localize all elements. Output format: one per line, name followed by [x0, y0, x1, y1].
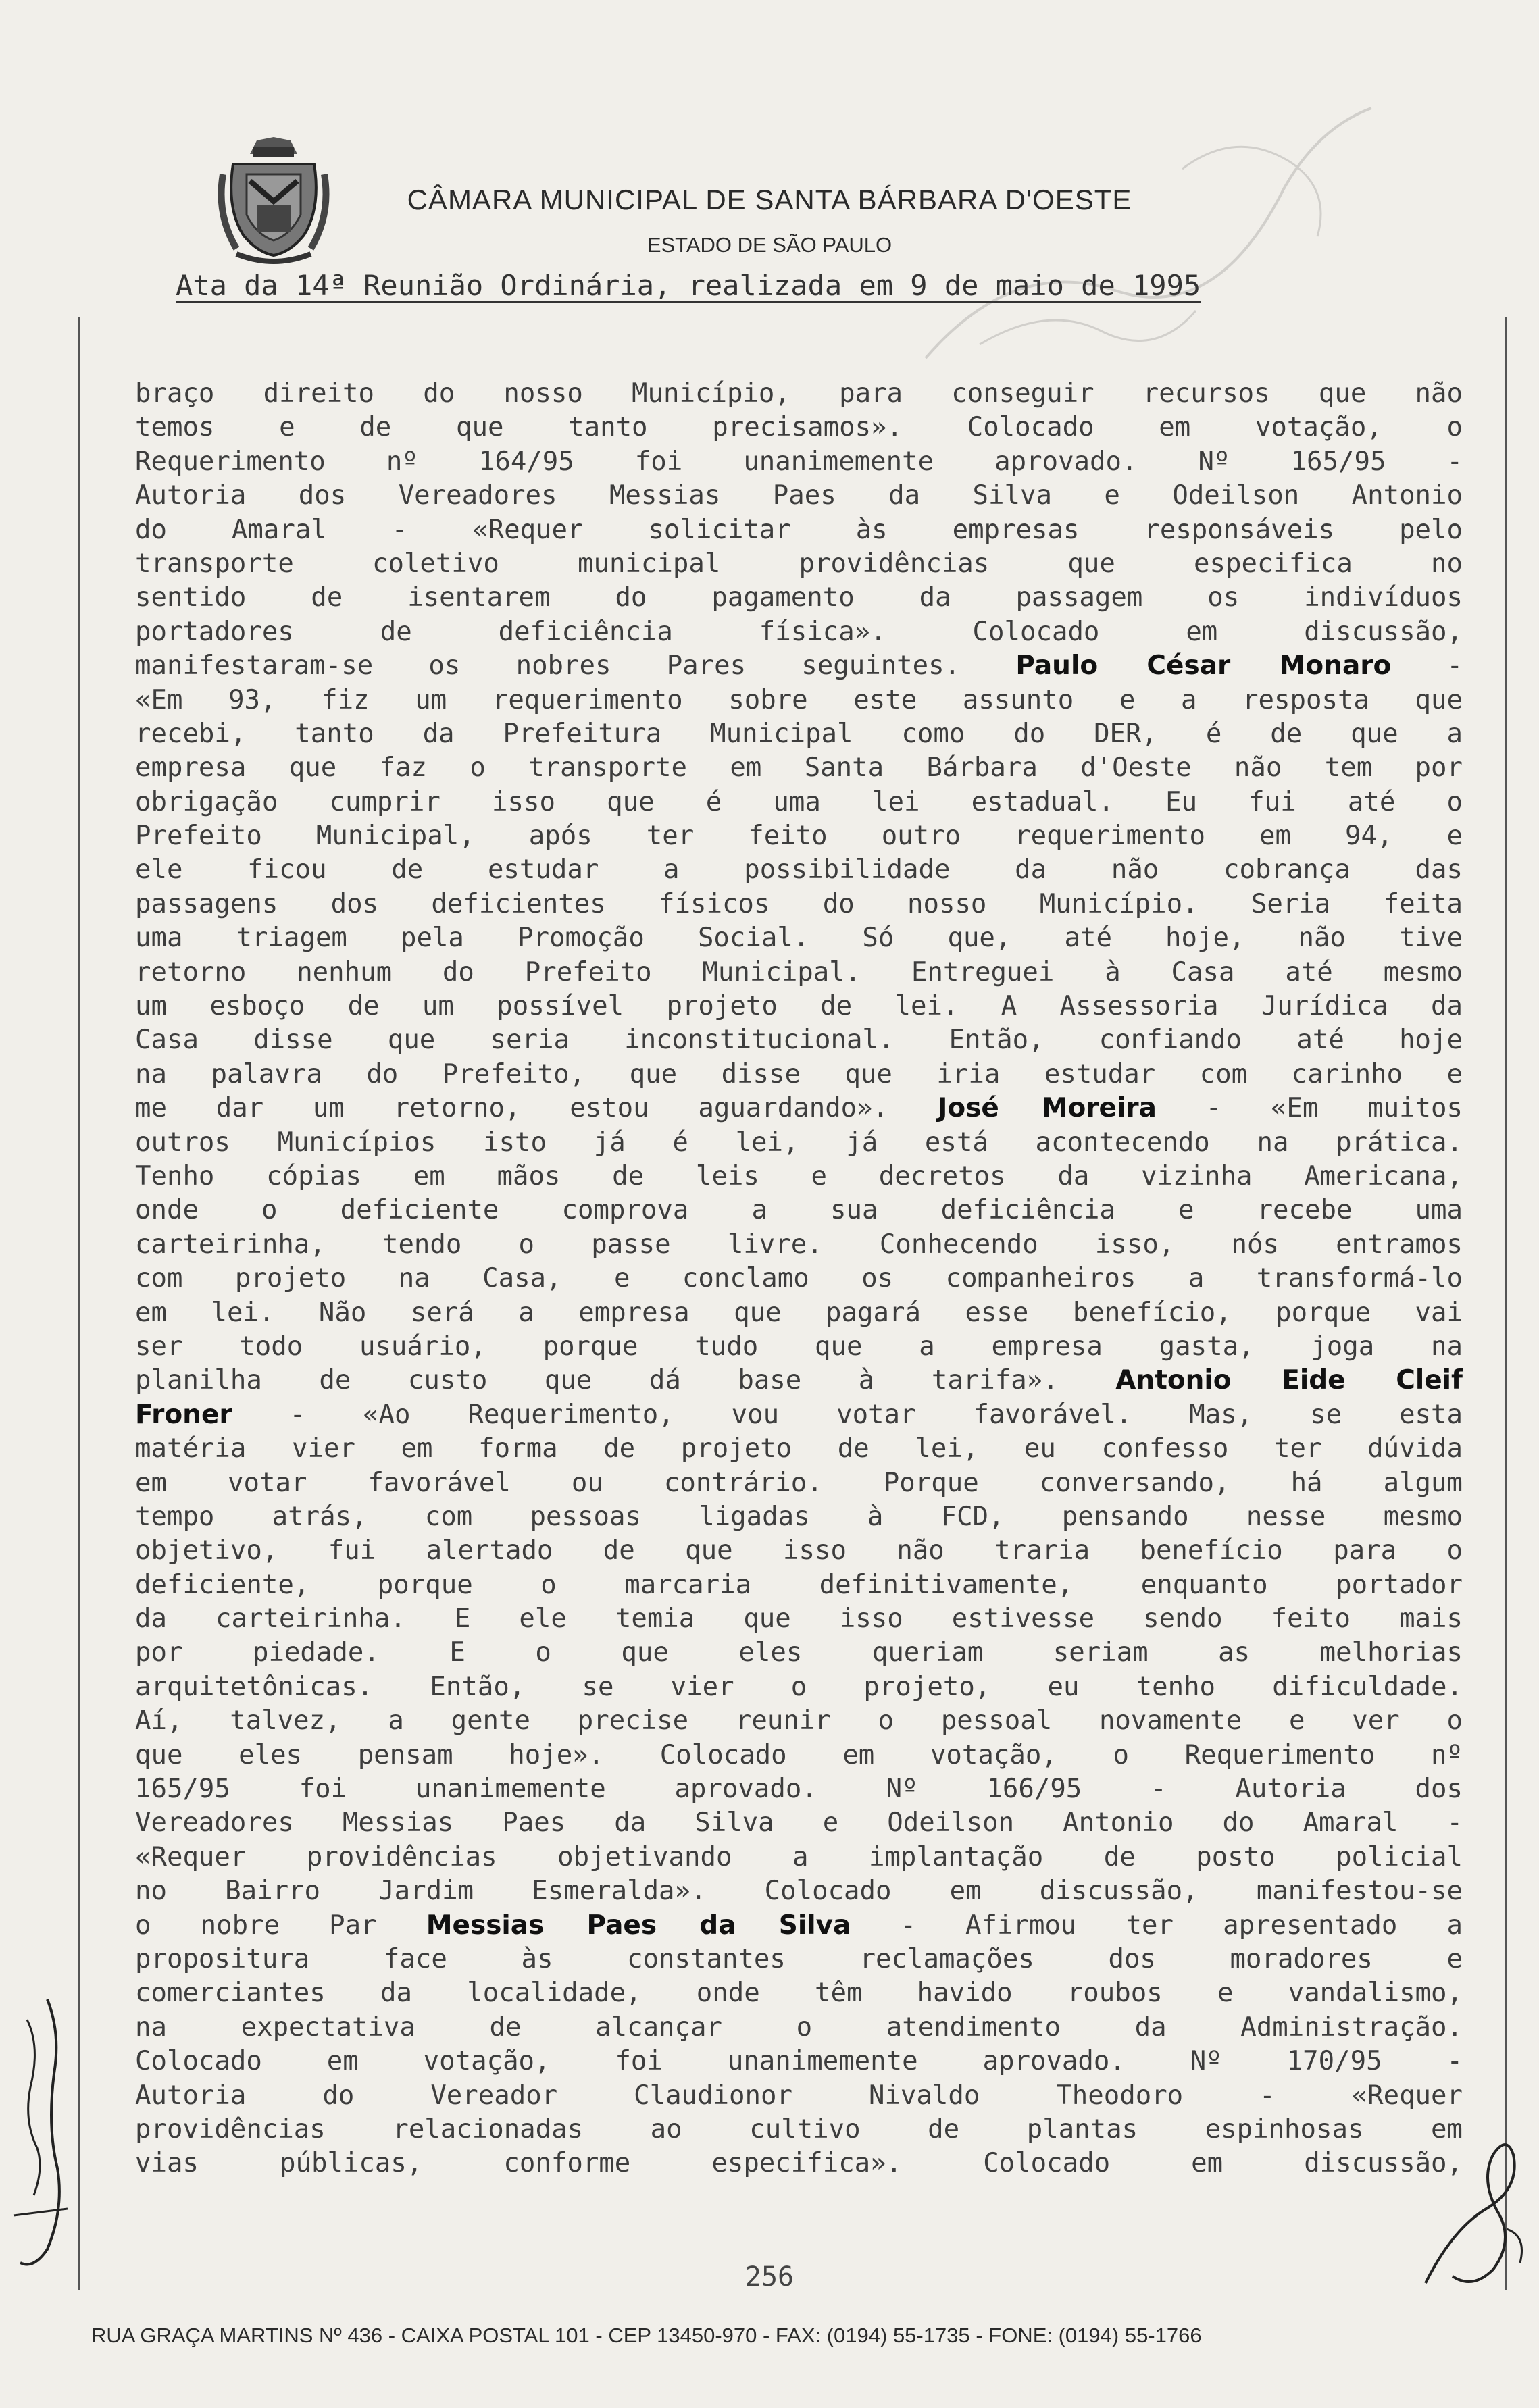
text-line: providências relacionadas ao cultivo de plantas espinhosas em — [135, 2114, 1463, 2145]
text-line: uma triagem pela Promoção Social. Só que, até hoje, não tive — [135, 923, 1463, 954]
text-line: empresa que faz o transporte em Santa Bárbara d'Oeste não tem por — [135, 752, 1463, 784]
line-text: planilha de custo que dá base à tarifa». — [135, 1365, 1059, 1396]
footer-address: RUA GRAÇA MARTINS Nº 436 - CAIXA POSTAL 101 - CEP 13450-970 - FAX: (0194) 55-1735 - FONE: (0194) 55-1766 — [91, 2324, 1202, 2347]
signature-left-icon — [7, 1993, 74, 2276]
text-line: que eles pensam hoje». Colocado em votação, o Requerimento nº — [135, 1739, 1463, 1770]
text-line: do Amaral - «Requer solicitar às empresas responsáveis pelo — [135, 514, 1463, 545]
line-text: - Afirmou ter apresentado a — [851, 1910, 1463, 1941]
text-line: matéria vier em forma de projeto de lei, eu confesso ter dúvida — [135, 1433, 1463, 1464]
text-line: em lei. Não será a empresa que pagará esse benefício, porque vai — [135, 1297, 1463, 1328]
text-line: na palavra do Prefeito, que disse que iria estudar com carinho e — [135, 1058, 1463, 1090]
text-line: por piedade. E o que eles queriam seriam as melhorias — [135, 1637, 1463, 1668]
line-text: manifestaram-se os nobres Pares seguintes. — [135, 650, 961, 682]
page-number: 256 — [745, 2261, 794, 2292]
text-line: tempo atrás, com pessoas ligadas à FCD, pensando nesse mesmo — [135, 1501, 1463, 1532]
text-line: onde o deficiente comprova a sua deficiência e recebe uma — [135, 1195, 1463, 1226]
state-subtitle: ESTADO DE SÃO PAULO — [647, 233, 892, 257]
text-line: deficiente, porque o marcaria definitivamente, enquanto portador — [135, 1569, 1463, 1600]
text-line: Requerimento nº 164/95 foi unanimemente aprovado. Nº 165/95 - — [135, 446, 1463, 477]
minutes-body — [135, 377, 1463, 2181]
text-line: ser todo usuário, porque tudo que a empresa gasta, joga na — [135, 1331, 1463, 1362]
text-line: passagens dos deficientes físicos do nosso Município. Seria feita — [135, 888, 1463, 919]
text-line: um esboço de um possível projeto de lei. A Assessoria Jurídica da — [135, 991, 1463, 1022]
right-margin-rule — [1505, 317, 1507, 2290]
text-line: Prefeito Municipal, após ter feito outro requerimento em 94, e — [135, 821, 1463, 852]
speaker-name: Antonio Eide Cleif — [1115, 1365, 1463, 1396]
speaker-name: José Moreira — [937, 1093, 1157, 1124]
speaker-name: Paulo César Monaro — [1015, 650, 1392, 682]
text-line: Autoria do Vereador Claudionor Nivaldo Theodoro - «Requer — [135, 2080, 1463, 2111]
text-line: Aí, talvez, a gente precise reunir o pessoal novamente e ver o — [135, 1706, 1463, 1737]
line-text: - — [1391, 650, 1463, 682]
text-line: obrigação cumprir isso que é uma lei estadual. Eu fui até o — [135, 786, 1463, 817]
text-line: «Em 93, fiz um requerimento sobre este assunto e a resposta que — [135, 684, 1463, 715]
faint-bleedthrough-signature-icon — [912, 88, 1385, 378]
line-text: me dar um retorno, estou aguardando». — [135, 1093, 889, 1124]
chamber-title: CÂMARA MUNICIPAL DE SANTA BÁRBARA D'OESTE — [407, 184, 1132, 215]
text-line: Casa disse que seria inconstitucional. Então, confiando até hoje — [135, 1025, 1463, 1056]
text-line: sentido de isentarem do pagamento da passagem os indivíduos — [135, 582, 1463, 613]
text-line: carteirinha, tendo o passe livre. Conhecendo isso, nós entramos — [135, 1229, 1463, 1260]
line-text: o nobre Par — [135, 1910, 377, 1941]
text-line: transporte coletivo municipal providências que especifica no — [135, 548, 1463, 579]
text-line: em votar favorável ou contrário. Porque conversando, há algum — [135, 1467, 1463, 1498]
line-text: - «Em muitos — [1156, 1093, 1463, 1124]
text-line: temos e de que tanto precisamos». Colocado em votação, o — [135, 412, 1463, 443]
text-line: recebi, tanto da Prefeitura Municipal como do DER, é de que a — [135, 718, 1463, 749]
text-line: comerciantes da localidade, onde têm havido roubos e vandalismo, — [135, 1978, 1463, 2009]
text-line: Tenho cópias em mãos de leis e decretos da vizinha Americana, — [135, 1160, 1463, 1192]
text-line — [135, 1092, 1463, 1125]
text-line: portadores de deficiência física». Colocado em discussão, — [135, 616, 1463, 647]
text-line: propositura face às constantes reclamações dos moradores e — [135, 1943, 1463, 1974]
text-line — [135, 1398, 1463, 1432]
text-line: ele ficou de estudar a possibilidade da não cobrança das — [135, 854, 1463, 886]
text-line — [135, 649, 1463, 683]
text-line: objetivo, fui alertado de que isso não traria benefício para o — [135, 1535, 1463, 1566]
text-line: «Requer providências objetivando a implantação de posto policial — [135, 1841, 1463, 1872]
text-line: na expectativa de alcançar o atendimento da Administração. — [135, 2012, 1463, 2043]
line-text: - «Ao Requerimento, vou votar favorável. Mas, se esta — [232, 1399, 1463, 1430]
text-line: Autoria dos Vereadores Messias Paes da Silva e Odeilson Antonio — [135, 480, 1463, 511]
text-line: com projeto na Casa, e conclamo os companheiros a transformá-lo — [135, 1263, 1463, 1294]
text-line: 165/95 foi unanimemente aprovado. Nº 166/95 - Autoria dos — [135, 1774, 1463, 1805]
text-line: vias públicas, conforme especifica». Colocado em discussão, — [135, 2148, 1463, 2179]
text-line: arquitetônicas. Então, se vier o projeto, eu tenho dificuldade. — [135, 1671, 1463, 1702]
text-line — [135, 1909, 1463, 1943]
speaker-name: Froner — [135, 1399, 232, 1430]
text-line: braço direito do nosso Município, para conseguir recursos que não — [135, 378, 1463, 409]
signature-right-icon — [1412, 2128, 1534, 2303]
left-margin-rule — [78, 317, 80, 2290]
text-line: no Bairro Jardim Esmeralda». Colocado em discussão, manifestou-se — [135, 1876, 1463, 1907]
text-line: Colocado em votação, foi unanimemente aprovado. Nº 170/95 - — [135, 2046, 1463, 2077]
text-line — [135, 1364, 1463, 1398]
speaker-name: Messias Paes da Silva — [426, 1910, 851, 1941]
text-line: Vereadores Messias Paes da Silva e Odeilson Antonio do Amaral - — [135, 1808, 1463, 1839]
text-line: outros Municípios isto já é lei, já está acontecendo na prática. — [135, 1127, 1463, 1158]
text-line: retorno nenhum do Prefeito Municipal. Entreguei à Casa até mesmo — [135, 956, 1463, 988]
text-line: da carteirinha. E ele temia que isso estivesse sendo feito mais — [135, 1604, 1463, 1635]
minutes-heading: Ata da 14ª Reunião Ordinária, realizada em 9 de maio de 1995 — [176, 269, 1201, 302]
